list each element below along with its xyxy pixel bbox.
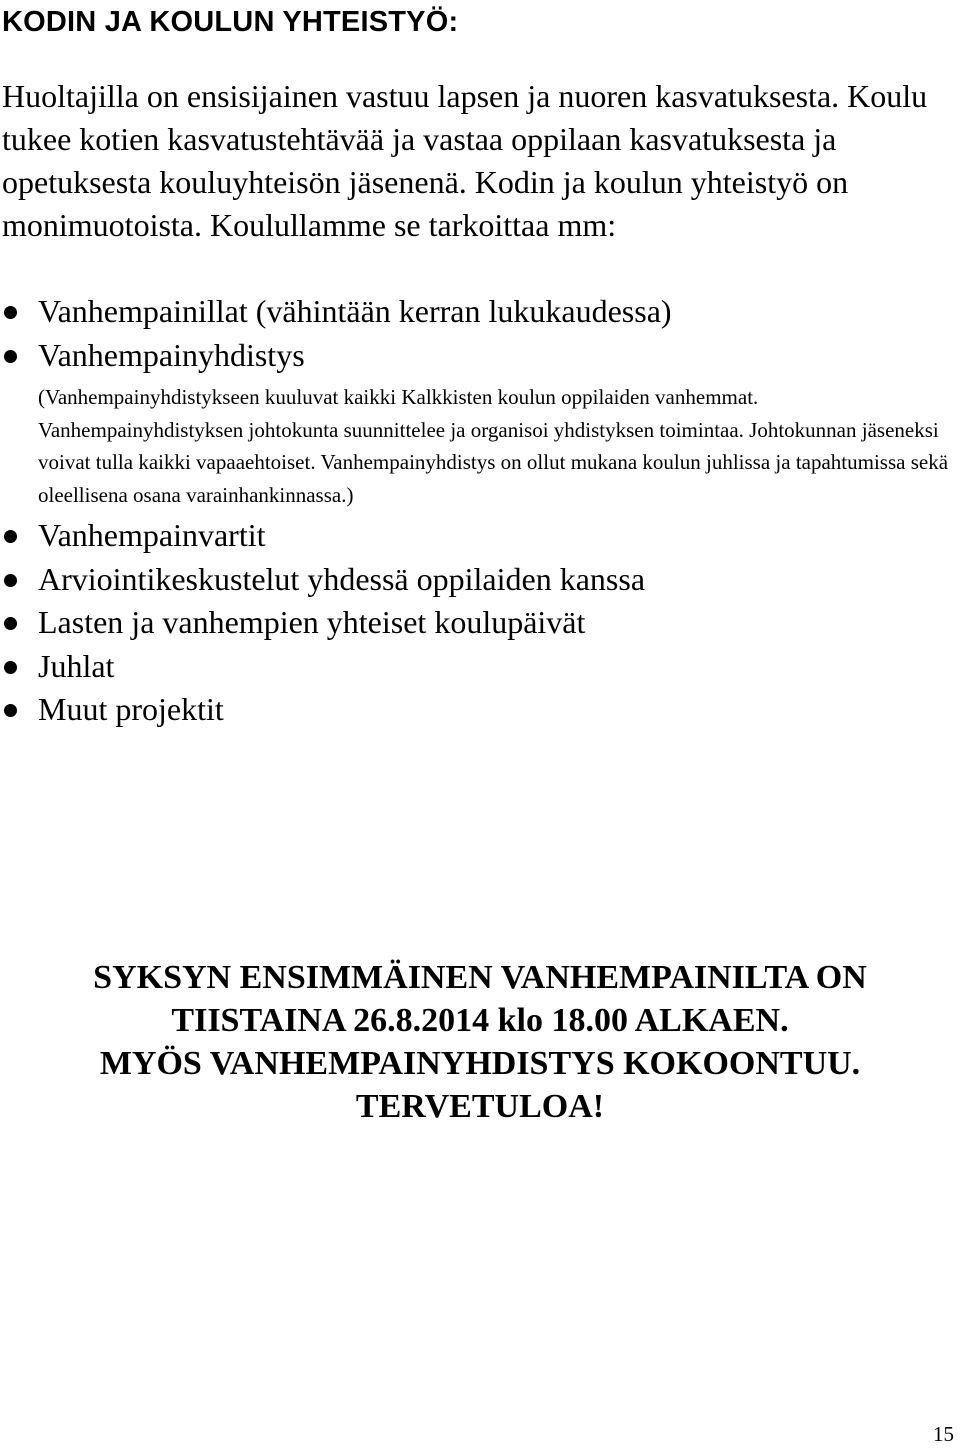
bullet-icon xyxy=(4,617,17,630)
announcement-line: MYÖS VANHEMPAINYHDISTYS KOKOONTUU. xyxy=(99,1045,861,1082)
bullet-icon xyxy=(4,704,17,717)
list-item xyxy=(0,645,950,689)
bullet-icon xyxy=(4,306,17,319)
list-item xyxy=(0,558,950,602)
list-item-label: Juhlat xyxy=(38,647,115,684)
bullet-icon xyxy=(4,530,17,543)
list-item xyxy=(0,290,950,334)
list-item-label: Vanhempainillat (vähintään kerran lukukaudessa) xyxy=(38,293,672,329)
page-number: 15 xyxy=(933,1422,954,1446)
announcement-line: TIISTAINA 26.8.2014 klo 18.00 ALKAEN. xyxy=(171,1002,789,1039)
bullet-icon xyxy=(4,350,17,363)
list-item-label: Arviointikeskustelut yhdessä oppilaiden kanssa xyxy=(38,560,646,597)
cooperation-list xyxy=(0,290,950,732)
announcement-line: SYKSYN ENSIMMÄINEN VANHEMPAINILTA ON xyxy=(93,959,867,996)
bullet-icon xyxy=(4,661,17,674)
list-item xyxy=(0,334,950,512)
announcement-line: TERVETULOA! xyxy=(355,1088,605,1125)
list-item-label: Vanhempainyhdistys xyxy=(38,336,305,373)
announcement xyxy=(0,956,960,1128)
list-item-label: Muut projektit xyxy=(38,691,224,727)
section-heading: KODIN JA KOULUN YHTEISTYÖ: xyxy=(2,6,459,38)
list-item-label: Lasten ja vanhempien yhteiset koulupäivät xyxy=(38,604,586,640)
list-item xyxy=(0,514,950,558)
bullet-icon xyxy=(4,574,17,587)
intro-paragraph: Huoltajilla on ensisijainen vastuu lapsen ja nuoren kasvatuksesta. Koulu tukee kotien kasvatustehtävää ja vastaa oppilaan kasvatuksesta ja opetuksesta kouluyhteisön jäsenenä. Kodin ja koulun yhteistyö on monimuotoista. Koulullamme se tarkoittaa mm: xyxy=(2,78,928,243)
list-item xyxy=(0,601,950,645)
list-item-note: (Vanhempainyhdistykseen kuuluvat kaikki Kalkkisten koulun oppilaiden vanhemmat. Vanhempainyhdistyksen johtokunta suunnittelee ja organisoi yhdistyksen toimintaa. Johtokunnan jäseneksi voivat tulla kaikki vapaaehtoiset. Vanhempainyhdistys on ollut mukana koulun juhlissa ja tapahtumissa sekä oleellisena osana varainhankinnassa.) xyxy=(38,385,949,507)
list-item xyxy=(0,688,950,732)
list-item-label: Vanhempainvartit xyxy=(38,517,266,553)
